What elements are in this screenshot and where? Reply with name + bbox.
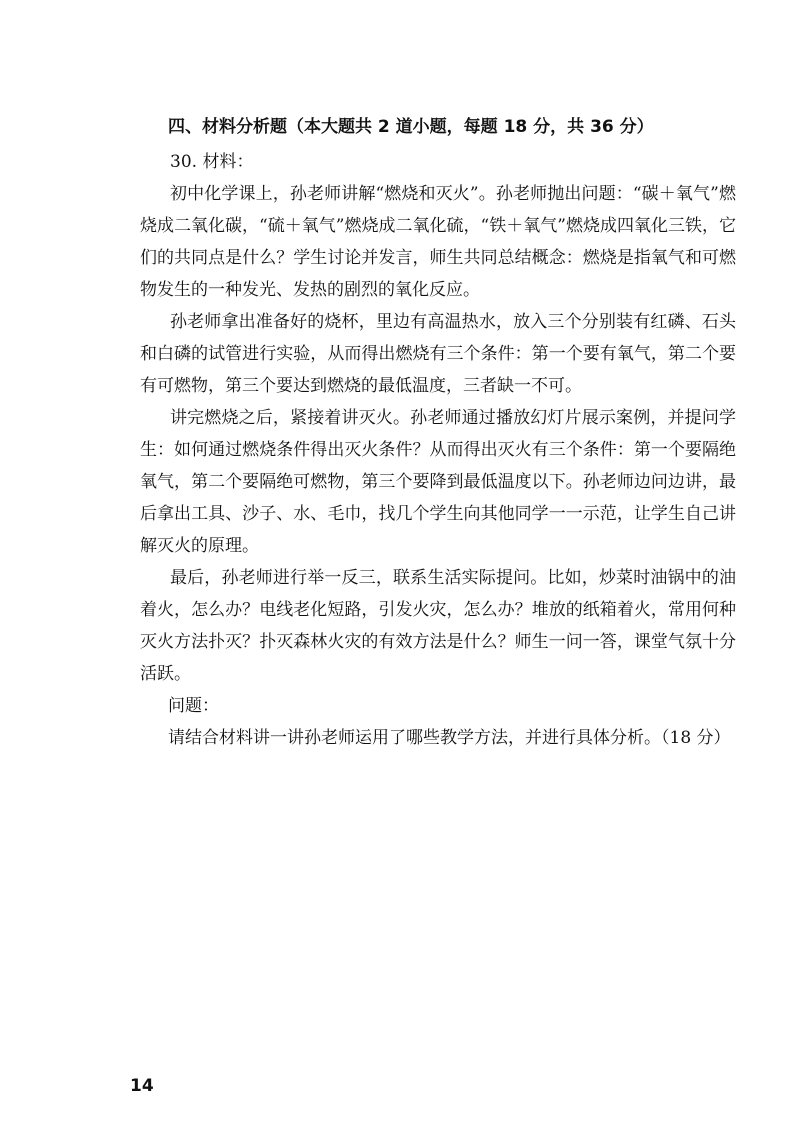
material-paragraph-2: 孙老师拿出准备好的烧杯，里边有高温热水，放入三个分别装有红磷、石头和白磷的试管进行实验，从而得出燃烧有三个条件：第一个要有氧气，第二个要有可燃物，第三个要达到燃烧的最低温度，三者缺一不可。 — [140, 312, 736, 396]
page-number: 14 — [130, 1076, 154, 1096]
question-prompt-label: 问题： — [168, 696, 219, 716]
material-paragraph-1: 初中化学课上，孙老师讲解“燃烧和灭火”。孙老师抛出问题：“碳＋氧气”燃烧成二氧化碳，“硫＋氧气”燃烧成二氧化硫，“铁＋氧气”燃烧成四氧化三铁，它们的共同点是什么？学生讨论并发言，师生共同总结概念：燃烧是指氧气和可燃物发生的一种发光、发热的剧烈的氧化反应。 — [140, 184, 736, 300]
section-heading: 四、材料分析题（本大题共 2 道小题，每题 18 分，共 36 分） — [168, 117, 654, 137]
material-paragraph-4: 最后，孙老师进行举一反三，联系生活实际提问。比如，炒菜时油锅中的油着火，怎么办？电线老化短路，引发火灾，怎么办？堆放的纸箱着火，常用何种灭火方法扑灭？扑灭森林火灾的有效方法是什么？师生一问一答，课堂气氛十分活跃。 — [140, 568, 736, 684]
question-label: 30. 材料： — [170, 152, 254, 172]
material-paragraph-3: 讲完燃烧之后，紧接着讲灭火。孙老师通过播放幻灯片展示案例，并提问学生：如何通过燃烧条件得出灭火条件？从而得出灭火有三个条件：第一个要隔绝氧气，第二个要隔绝可燃物，第三个要降到最低温度以下。孙老师边问边讲，最后拿出工具、沙子、水、毛巾，找几个学生向其他同学一一示范，让学生自己讲解灭火的原理。 — [140, 408, 736, 556]
question-prompt: 请结合材料讲一讲孙老师运用了哪些教学方法，并进行具体分析。（18 分） — [168, 728, 731, 748]
question-content — [140, 112, 736, 754]
